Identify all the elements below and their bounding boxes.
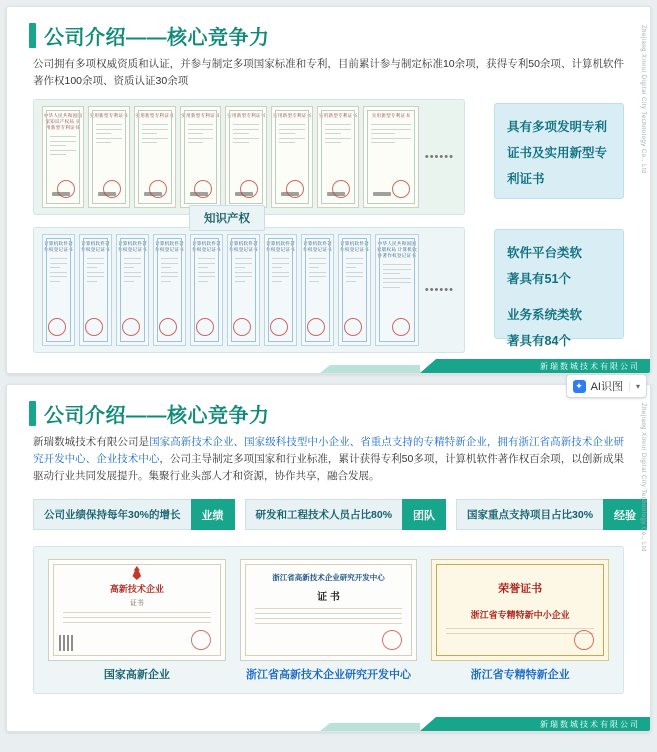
- paragraph-part: 新瑞数城技术有限公司是: [33, 436, 150, 448]
- qr-code-icon: [59, 635, 75, 651]
- certificate-thumbnail[interactable]: [134, 106, 176, 208]
- certificate-thumbnail[interactable]: [88, 106, 130, 208]
- metric-chip-tag: 业绩: [191, 499, 235, 530]
- ai-sparkle-icon: ✦: [573, 380, 586, 393]
- certificate-heading: 计算机软件著作权登记证书: [81, 241, 110, 252]
- signature-mark: [373, 192, 391, 196]
- callout-line: 业务系统类软: [507, 308, 583, 322]
- ellipsis-dots: ••••••: [424, 284, 454, 296]
- paragraph-part: ，公司主导制定多项国家和行业标准，累计获得专利50多项，计算机软件著作权百余项，以创新成果驱动行业共同发展提升。集聚行业头部人才和资源，协作共享，融合发展。: [33, 453, 625, 482]
- certificate-image[interactable]: [431, 559, 609, 661]
- red-seal-icon: [196, 318, 214, 336]
- certificate-thumbnail[interactable]: [375, 234, 419, 346]
- certificate-thumbnail[interactable]: [42, 106, 84, 208]
- page-title: 公司介绍——核心竞争力: [44, 27, 270, 49]
- red-seal-icon: [392, 318, 410, 336]
- side-watermark-text: Zhejiang Xinrui Digital City Technology Co., Ltd: [640, 25, 646, 174]
- metric-chip-tag: 团队: [402, 499, 446, 530]
- certificate-thumbnail[interactable]: [338, 234, 371, 346]
- callout-line: 著具有84个: [507, 334, 571, 348]
- chevron-down-icon[interactable]: ▾: [629, 382, 640, 391]
- slide-1: [6, 6, 651, 374]
- red-seal-icon: [122, 318, 140, 336]
- certificate-thumbnail[interactable]: [79, 234, 112, 346]
- certificate-thumbnail[interactable]: [317, 106, 359, 208]
- footer-company-name: 新瑞数城技术有限公司: [540, 362, 640, 371]
- red-seal-icon: [392, 180, 410, 198]
- certificate-thumbnail[interactable]: [301, 234, 334, 346]
- title-accent-bar: [29, 23, 36, 48]
- certificate-image-subtitle: 浙江省专精特新中小企业: [470, 610, 570, 620]
- title-accent-bar: [29, 401, 36, 426]
- certificate-heading: 计算机软件著作权登记证书: [118, 241, 147, 252]
- red-seal-icon: [270, 318, 288, 336]
- certificate-heading: 实用新型专利证书: [371, 113, 411, 118]
- ellipsis-dots: ••••••: [424, 151, 454, 163]
- certificate-image-title: 高新技术企业: [109, 584, 164, 594]
- certificate-image-subtitle: 证 书: [317, 592, 340, 603]
- red-seal-icon: [191, 630, 211, 650]
- callout-patents: [494, 103, 624, 199]
- slide-1-title: [7, 7, 650, 56]
- certificate-heading: 实用新型专利证书: [135, 113, 174, 118]
- paragraph-part-highlight: 国家高新技术企业、国家级科技型中小企业、省重点支持的专精特新企业: [149, 436, 487, 448]
- certificate-thumbnail[interactable]: [225, 106, 267, 208]
- certificate-card[interactable]: [48, 559, 226, 683]
- certificate-card[interactable]: [240, 559, 418, 683]
- certificate-thumbnail[interactable]: [271, 106, 313, 208]
- certificate-image-title: 荣誉证书: [498, 583, 543, 595]
- slide-2-body: [7, 434, 650, 694]
- certificate-thumbnail[interactable]: [264, 234, 297, 346]
- certificate-caption: 浙江省高新技术企业研究开发中心: [246, 669, 411, 681]
- certificate-heading: 计算机软件著作权登记证书: [155, 241, 184, 252]
- certificate-heading: 实用新型专利证书: [227, 113, 266, 118]
- company-paragraph: [33, 434, 624, 485]
- red-seal-icon: [159, 318, 177, 336]
- red-seal-icon: [307, 318, 325, 336]
- callout-software: [494, 229, 624, 348]
- slide-2-title: [7, 385, 650, 434]
- certificate-image[interactable]: [48, 559, 226, 661]
- callout-line: 证书及实用新型专: [507, 146, 608, 160]
- certificate-thumbnail[interactable]: [180, 106, 222, 208]
- certificate-heading: 中华人民共和国国家版权局 计算机软件著作权登记证书: [376, 241, 417, 258]
- certificate-thumbnail[interactable]: [190, 234, 223, 346]
- certificate-heading: 计算机软件著作权登记证书: [340, 241, 369, 252]
- footer-band-light: [320, 365, 420, 373]
- red-seal-icon: [332, 180, 350, 198]
- metric-chip-text: 公司业绩保持每年30%的增长: [33, 499, 191, 530]
- slide-2: [6, 384, 651, 732]
- certificate-heading: 计算机软件著作权登记证书: [44, 241, 73, 252]
- certificate-heading: 实用新型专利证书: [89, 113, 128, 118]
- certificate-heading: 实用新型专利证书: [181, 113, 220, 118]
- certificate-image-subtitle: 证书: [129, 600, 144, 607]
- page-title: 公司介绍——核心竞争力: [44, 405, 270, 427]
- red-seal-icon: [103, 180, 121, 198]
- certificate-thumbnail[interactable]: [363, 106, 419, 208]
- red-seal-icon: [574, 630, 594, 650]
- certificate-thumbnail[interactable]: [153, 234, 186, 346]
- certificate-heading: 计算机软件著作权登记证书: [303, 241, 332, 252]
- certificate-heading: 实用新型专利证书: [318, 113, 358, 118]
- footer-band-light: [320, 723, 420, 731]
- certificate-thumbnail[interactable]: [227, 234, 260, 346]
- metric-chip-tag: 经验: [603, 499, 647, 530]
- certificate-image[interactable]: [240, 559, 418, 661]
- certificate-caption: 浙江省专精特新企业: [470, 669, 570, 681]
- paragraph-part-highlight: ，拥有浙江省高新技术企业研究开发中心、企业技术中心: [33, 436, 625, 465]
- red-seal-icon: [57, 180, 75, 198]
- certificate-card[interactable]: [431, 559, 609, 683]
- slide-2-footer: [7, 717, 650, 731]
- ai-button-label: AI识图: [590, 381, 623, 393]
- callout-line: 软件平台类软: [507, 246, 583, 260]
- slide-1-footer: [7, 359, 650, 373]
- ip-tag-label: 知识产权: [189, 205, 265, 231]
- certificate-heading: 计算机软件著作权登记证书: [192, 241, 221, 252]
- ai-recognize-image-button[interactable]: [566, 374, 647, 398]
- intro-paragraph: 公司拥有多项权威资质和认证，并参与制定多项国家标准和专利，目前累计参与制定标准10余项，获得专利50余项、计算机软件著作权100余项、资质认证30余项: [33, 58, 624, 87]
- side-watermark-text: Zhejiang Xinrui Digital City Technology Co., Ltd: [640, 403, 646, 552]
- certificate-heading: 计算机软件著作权登记证书: [229, 241, 258, 252]
- callout-line: 利证书: [507, 172, 545, 186]
- callout-line: 具有多项发明专利: [507, 120, 608, 134]
- callout-line: 著具有51个: [507, 272, 571, 286]
- metric-chip[interactable]: [245, 499, 447, 530]
- red-seal-icon: [233, 318, 251, 336]
- metric-chip-text: 研发和工程技术人员占比80%: [245, 499, 403, 530]
- certificate-heading: 实用新型专利证书: [273, 113, 312, 118]
- certificate-heading: 中华人民共和国国家知识产权局 实用新型专利证书: [43, 113, 83, 130]
- red-seal-icon: [149, 180, 167, 198]
- red-seal-icon: [85, 318, 103, 336]
- red-seal-icon: [344, 318, 362, 336]
- metric-chip[interactable]: [456, 499, 647, 530]
- metrics-chip-row: [33, 499, 637, 530]
- certificate-cards: [33, 546, 624, 694]
- certificate-thumbnail[interactable]: [42, 234, 75, 346]
- software-copyright-strip: [33, 227, 465, 353]
- metric-chip-text: 国家重点支持项目占比30%: [456, 499, 603, 530]
- certificate-image-title: 浙江省高新技术企业研究开发中心: [272, 573, 385, 582]
- patent-certificates-strip: [33, 99, 465, 215]
- metric-chip[interactable]: [33, 499, 235, 530]
- certificate-caption: 国家高新企业: [103, 669, 170, 681]
- red-seal-icon: [48, 318, 66, 336]
- certificate-thumbnail[interactable]: [116, 234, 149, 346]
- certificate-heading: 计算机软件著作权登记证书: [266, 241, 295, 252]
- footer-company-name: 新瑞数城技术有限公司: [540, 720, 640, 729]
